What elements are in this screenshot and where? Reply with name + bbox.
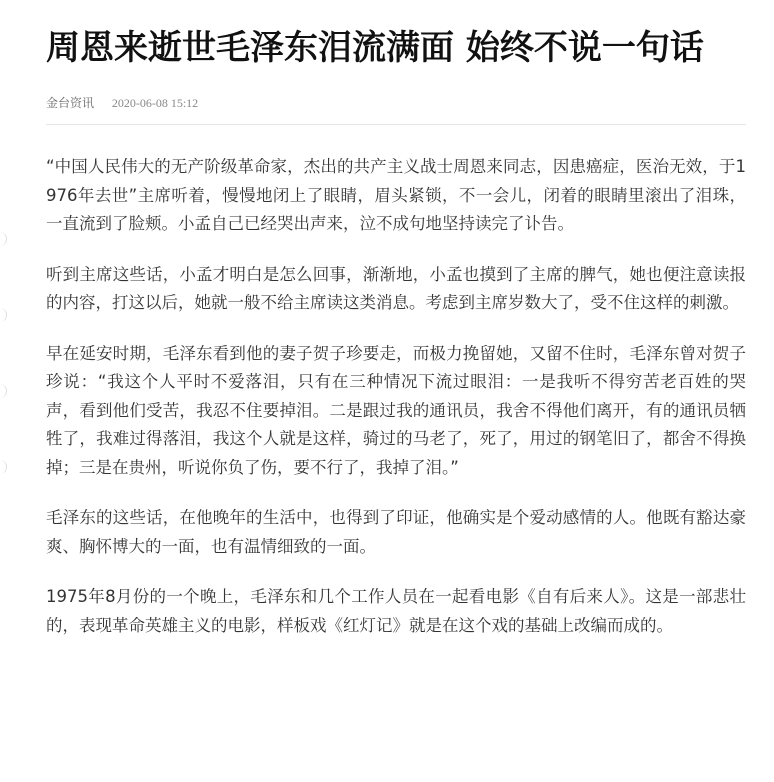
- article-paragraph: 听到主席这些话，小孟才明白是怎么回事，渐渐地，小孟也摸到了主席的脾气，她也便注意读报的内容，打这以后，她就一般不给主席读这类消息。考虑到主席岁数大了，受不住这样的刺激。: [46, 264, 746, 312]
- header-divider: [46, 124, 746, 125]
- edge-mark: [0, 460, 7, 474]
- article-title: 周恩来逝世毛泽东泪流满面 始终不说一句话: [46, 28, 704, 68]
- article-source[interactable]: 金台资讯: [46, 96, 95, 110]
- article-paragraph: “中国人民伟大的无产阶级革命家，杰出的共产主义战士周恩来同志，因患癌症，医治无效，于1976年去世”主席听着，慢慢地闭上了眼睛，眉头紧锁，不一会儿，闭着的眼睛里滚出了泪珠，一直流到了脸颊。小孟自己已经哭出声来，泣不成句地坚持读完了讣告。: [46, 157, 746, 233]
- article-body: [46, 153, 746, 640]
- edge-mark: [0, 384, 7, 398]
- article-timestamp: 2020-06-08 15:12: [111, 96, 199, 110]
- article-page: [46, 0, 746, 662]
- edge-mark: [0, 308, 7, 322]
- edge-mark: [0, 232, 7, 246]
- article-paragraph: 毛泽东的这些话，在他晚年的生活中，也得到了印证，他确实是个爱动感情的人。他既有豁达豪爽、胸怀博大的一面，也有温情细致的一面。: [46, 508, 746, 556]
- article-meta: [46, 94, 746, 112]
- article-paragraph: 1975年8月份的一个晚上，毛泽东和几个工作人员在一起看电影《自有后来人》。这是一部悲壮的，表现革命英雄主义的电影，样板戏《红灯记》就是在这个戏的基础上改编而成的。: [46, 587, 746, 635]
- article-paragraph: 早在延安时期，毛泽东看到他的妻子贺子珍要走，而极力挽留她，又留不住时，毛泽东曾对贺子珍说：“我这个人平时不爱落泪，只有在三种情况下流过眼泪：一是我听不得穷苦老百姓的哭声，看到他们受苦，我忍不住要掉泪。二是跟过我的通讯员，我舍不得他们离开，有的通讯员牺牲了，我难过得落泪，我这个人就是这样，骑过的马老了，死了，用过的钢笔旧了，都舍不得换掉；三是在贵州，听说你负了伤，要不行了，我掉了泪。”: [46, 343, 746, 477]
- left-edge-decoration: [0, 0, 10, 782]
